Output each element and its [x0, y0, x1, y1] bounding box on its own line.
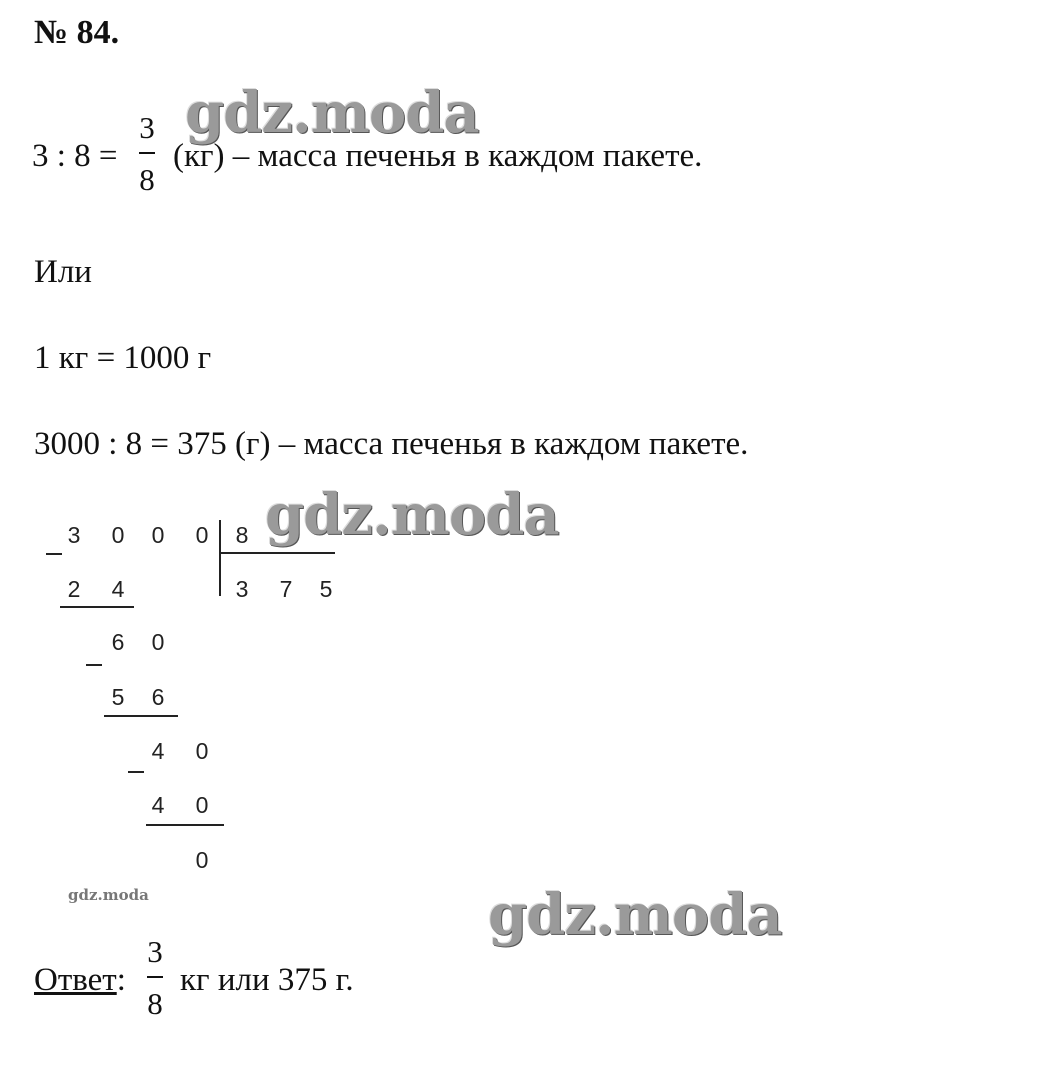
- equation-lhs: 3 : 8 =: [32, 138, 118, 174]
- divisor: 8: [235, 522, 249, 548]
- problem-number: № 84.: [34, 14, 120, 51]
- division-bracket-horizontal: [219, 552, 335, 554]
- subtrahend-digit: 6: [151, 684, 165, 710]
- equation-rhs: (кг) – масса печенья в каждом пакете.: [173, 138, 703, 174]
- final-remainder: 0: [195, 847, 209, 873]
- answer-label: Ответ: [34, 962, 117, 998]
- subtraction-line: [146, 824, 224, 826]
- remainder-digit: 0: [151, 629, 165, 655]
- fraction-denominator: 8: [147, 986, 163, 1021]
- subtrahend-digit: 2: [67, 576, 81, 602]
- watermark: gdz.moda: [185, 80, 479, 146]
- unit-conversion: 1 кг = 1000 г: [34, 340, 212, 376]
- fraction-three-eighths: [132, 110, 162, 198]
- remainder-digit: 4: [151, 738, 165, 764]
- division-equation: 3000 : 8 = 375 (г) – масса печенья в каждом пакете.: [34, 426, 749, 462]
- fraction-numerator: 3: [139, 110, 155, 145]
- division-bracket-vertical: [219, 520, 221, 596]
- answer-text: кг или 375 г.: [180, 962, 354, 998]
- dividend-digit: 0: [195, 522, 209, 548]
- or-text: Или: [34, 254, 92, 290]
- fraction-bar: [139, 152, 155, 154]
- minus-sign: [86, 664, 102, 666]
- watermark: gdz.moda: [488, 882, 782, 948]
- subtraction-line: [104, 715, 178, 717]
- minus-sign: [46, 553, 62, 555]
- subtrahend-digit: 0: [195, 792, 209, 818]
- quotient-digit: 5: [319, 576, 333, 602]
- fraction-denominator: 8: [139, 162, 155, 197]
- quotient-digit: 3: [235, 576, 249, 602]
- subtraction-line: [60, 606, 134, 608]
- watermark-small: gdz.moda: [68, 886, 149, 904]
- fraction-bar: [147, 976, 163, 978]
- subtrahend-digit: 5: [111, 684, 125, 710]
- subtrahend-digit: 4: [151, 792, 165, 818]
- remainder-digit: 0: [195, 738, 209, 764]
- answer-fraction: [140, 934, 170, 1022]
- watermark: gdz.moda: [265, 482, 559, 548]
- minus-sign: [128, 771, 144, 773]
- dividend-digit: 0: [111, 522, 125, 548]
- answer-colon: :: [116, 962, 126, 998]
- subtrahend-digit: 4: [111, 576, 125, 602]
- quotient-digit: 7: [279, 576, 293, 602]
- dividend-digit: 3: [67, 522, 81, 548]
- fraction-numerator: 3: [147, 934, 163, 969]
- remainder-digit: 6: [111, 629, 125, 655]
- answer: [34, 962, 126, 999]
- dividend-digit: 0: [151, 522, 165, 548]
